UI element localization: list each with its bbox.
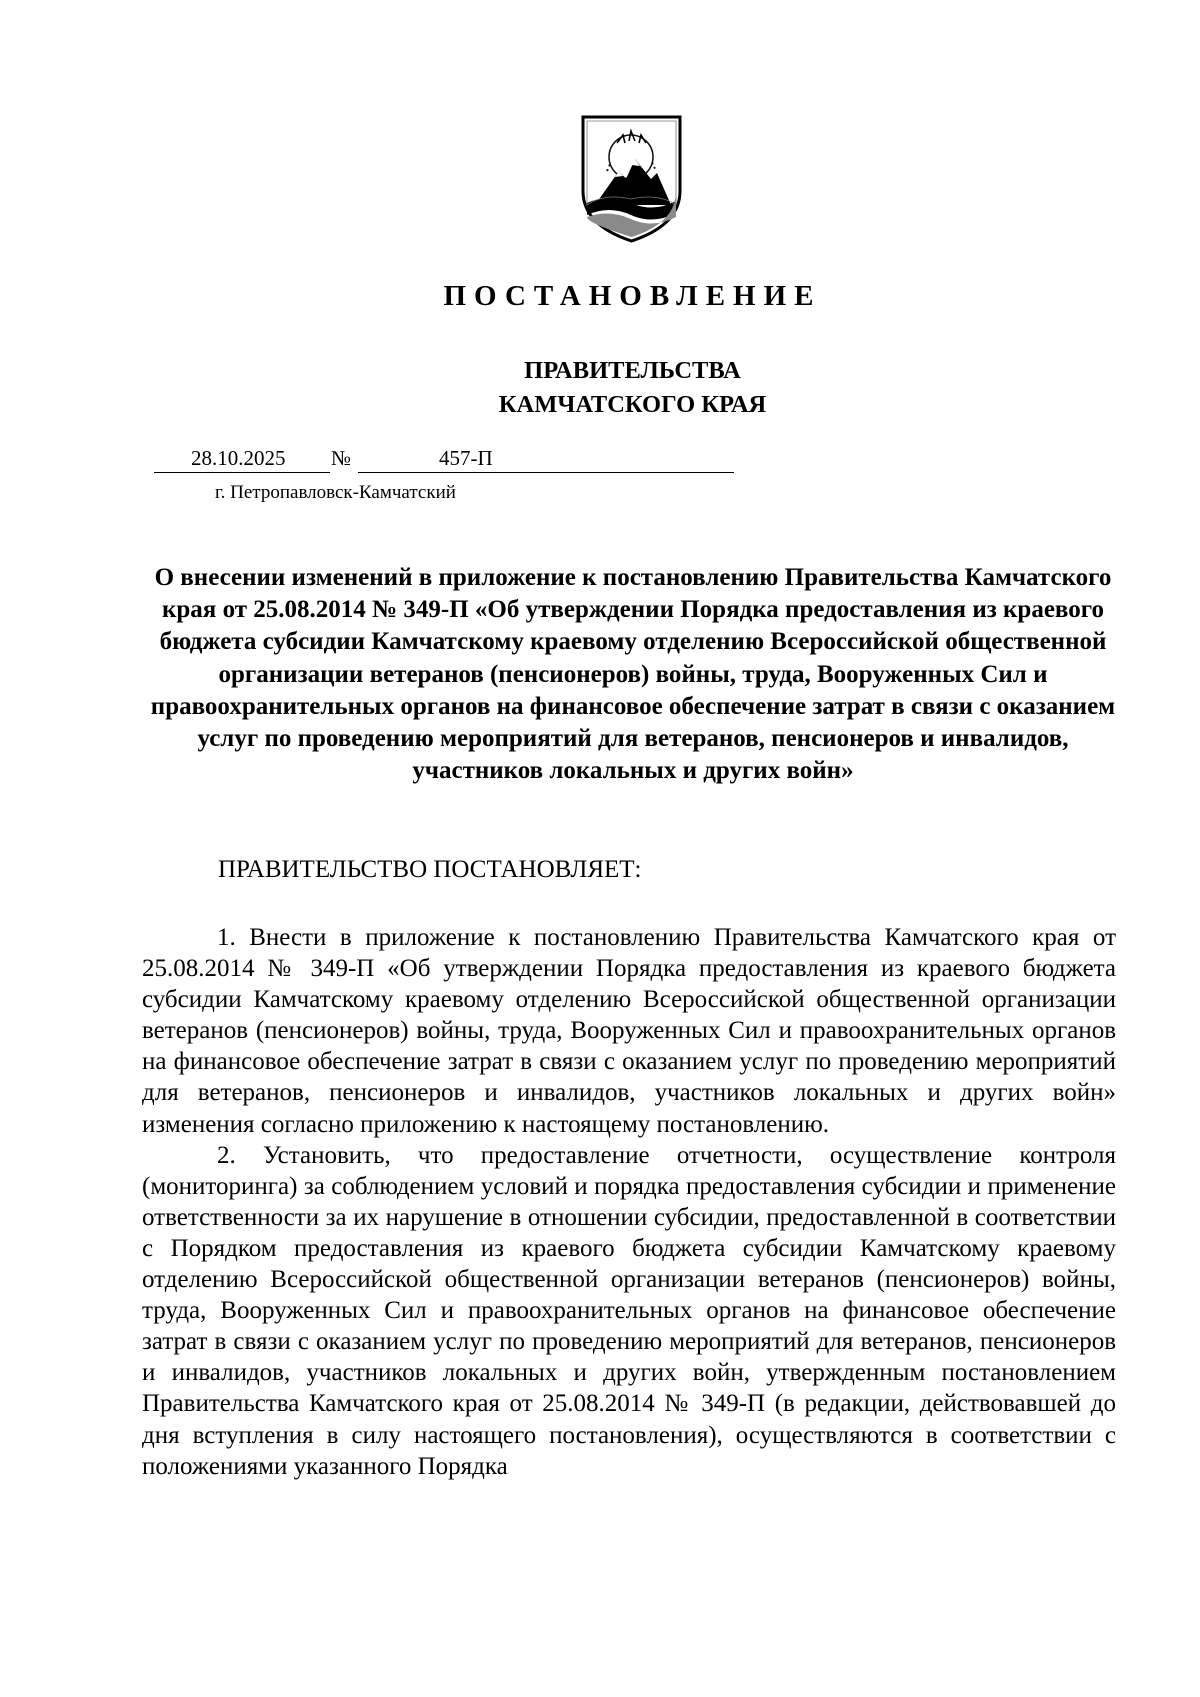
date-underline (154, 472, 330, 473)
city-line: г. Петропавловск-Камчатский (215, 482, 456, 503)
document-number: 457-П (439, 446, 493, 470)
paragraph-1: 1. Внести в приложение к постановлению Правительства Камчатского края от 25.08.2014 № 349-П «Об утверждении Порядка предоставления из краевого бюджета субсидии Камчатскому краевому отделению Всероссийской общественной организации ветеранов (пенсионеров) войны, труда, Вооруженных Сил и правоохранительных органов на финансовое обеспечение затрат в связи с оказанием услуг по проведению мероприятий для ветеранов, пенсионеров и инвалидов, участников локальных и других войн» изменения согласно приложению к настоящему постановлению. (142, 924, 1116, 1138)
kamchatka-coat-of-arms-icon (579, 113, 684, 243)
document-body (142, 922, 1116, 1482)
document-type-heading: ПОСТАНОВЛЕНИЕ (443, 280, 822, 312)
issuer-line-2: КАМЧАТСКОГО КРАЯ (498, 391, 767, 418)
document-date: 28.10.2025 (191, 446, 286, 470)
number-underline (358, 472, 734, 473)
paragraph-2: 2. Установить, что предоставление отчетности, осуществление контроля (мониторинга) за соблюдением условий и порядка предоставления субсидии и применение ответственности за их нарушение в отношении субсидии, предоставленной в соответствии с Порядком предоставления из краевого бюджета субсидии Камчатскому краевому отделению Всероссийской общественной организации ветеранов (пенсионеров) войны, труда, Вооруженных Сил и правоохранительных органов на финансовое обеспечение затрат в связи с оказанием услуг по проведению мероприятий для ветеранов, пенсионеров и инвалидов, участников локальных и других войн, утвержденным постановлением Правительства Камчатского края от 25.08.2014 № 349-П (в редакции, действовавшей до дня вступления в силу настоящего постановления), осуществляются в соответствии с положениями указанного Порядка (142, 1141, 1116, 1480)
document-title: О внесении изменений в приложение к постановлению Правительства Камчатского края от 25.08.2014 № 349-П «Об утверждении Порядка предоставления из краевого бюджета субсидии Камчатскому краевому отделению Всероссийской общественной организации ветеранов (пенсионеров) войны, труда, Вооруженных Сил и правоохранительных органов на финансовое обеспечение затрат в связи с оказанием услуг по проведению мероприятий для ветеранов, пенсионеров и инвалидов, участников локальных и других войн» (150, 564, 1116, 785)
resolves-phrase: ПРАВИТЕЛЬСТВО ПОСТАНОВЛЯЕТ: (218, 856, 642, 883)
number-sign: № (331, 446, 352, 470)
issuer-line-1: ПРАВИТЕЛЬСТВА (524, 357, 741, 384)
issuer-heading (0, 354, 1200, 422)
